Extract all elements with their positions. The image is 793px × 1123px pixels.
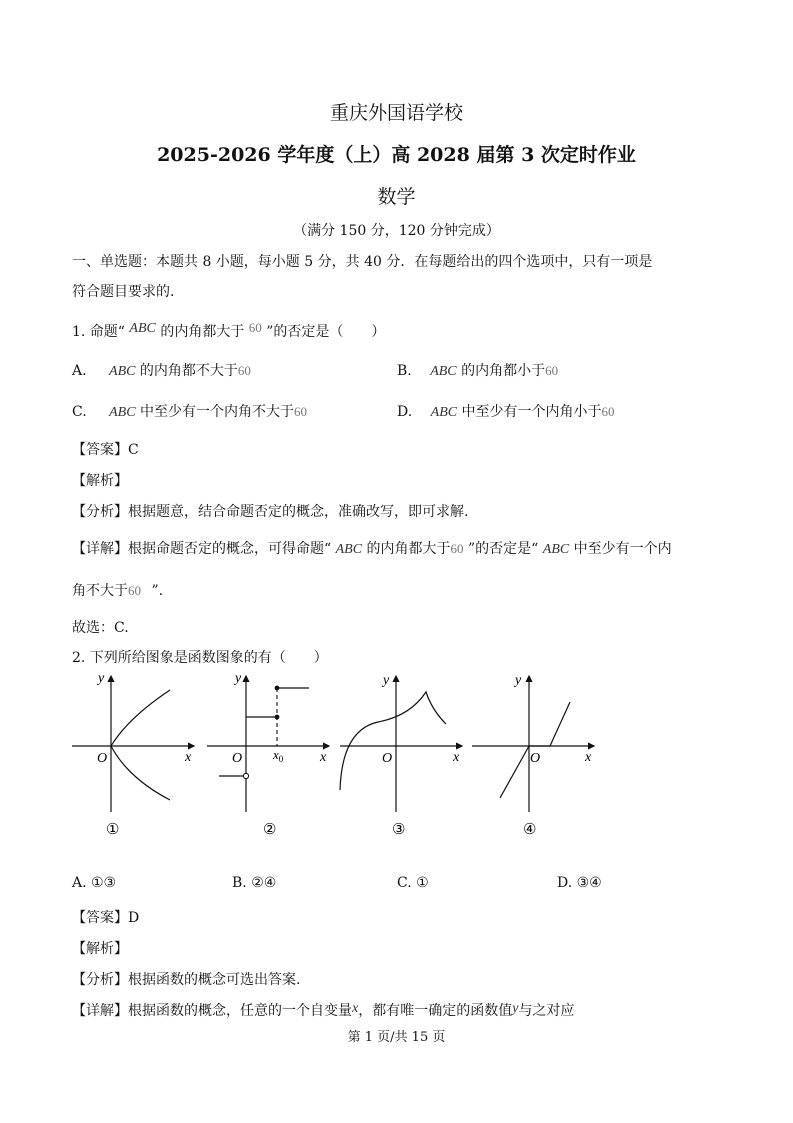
q1-detail-a: 根据命题否定的概念，可得命题“ xyxy=(128,541,332,557)
graph-4-y-label: y xyxy=(515,673,522,688)
q1-answer-value: C xyxy=(128,442,139,458)
subject-title: 数学 xyxy=(377,186,416,208)
q1-answer-tag: 【答案】 xyxy=(72,442,128,458)
q1-stem-suffix: ”的否定是（ ） xyxy=(266,324,386,340)
q1-detail-tag: 【详解】 xyxy=(72,541,128,557)
q1-option-d-num: 60 xyxy=(601,404,615,419)
q1-option-d-abc: ABC xyxy=(430,405,458,420)
graph-2-y-label: y xyxy=(235,671,242,686)
q1-stem-prefix: 1. 命题“ xyxy=(72,324,125,340)
graph-1-x-label: x xyxy=(185,750,192,765)
q2-option-c: C. ① xyxy=(397,875,429,891)
q1-detail-60b: 60 xyxy=(128,583,141,598)
q1-option-a xyxy=(72,360,251,380)
q1-option-b-label: B. xyxy=(397,363,412,379)
q1-option-d-label: D. xyxy=(397,404,413,420)
q2-fenxi-tag: 【分析】 xyxy=(72,972,128,988)
graph-3-y-label: y xyxy=(383,673,390,688)
graph-1-origin: O xyxy=(97,751,108,766)
q1-option-a-num: 60 xyxy=(237,363,251,378)
graph-3-x-label: x xyxy=(453,750,460,765)
q1-detail-b: 的内角都大于 xyxy=(366,541,451,557)
q1-option-b-abc: ABC xyxy=(430,364,457,379)
q1-detail-d: 中至少有一个内 xyxy=(573,541,672,557)
q2-detail-c: 与之对应 xyxy=(518,1003,575,1019)
q2-option-d: D. ③④ xyxy=(557,875,602,891)
q2-fenxi-text: 根据函数的概念可选出答案. xyxy=(128,972,301,988)
school-name: 重庆外国语学校 xyxy=(329,102,463,124)
q1-option-d-text: 中至少有一个内角小于 xyxy=(461,404,602,420)
graph-4-number: ④ xyxy=(523,822,537,838)
q1-option-a-abc: ABC xyxy=(109,364,136,379)
q1-option-c-text: 中至少有一个内角不大于 xyxy=(140,404,295,420)
q1-option-c xyxy=(72,401,307,421)
q1-fenxi xyxy=(72,501,468,521)
q2-fenxi xyxy=(72,969,300,989)
q2-detail-tag: 【详解】 xyxy=(72,1003,128,1019)
q1-detail-abc2: ABC xyxy=(542,542,570,557)
q1-option-c-num: 60 xyxy=(294,404,308,419)
graph-4-line-right xyxy=(550,702,570,746)
q2-analysis-tag: 【解析】 xyxy=(72,941,128,957)
q2-answer-value: D xyxy=(128,910,140,926)
q1-stem-60: 60 xyxy=(248,320,262,335)
q1-stem xyxy=(72,321,385,341)
q1-option-c-label: C. xyxy=(72,404,87,420)
q1-detail-c: ”的否定是“ xyxy=(467,541,539,557)
graph-3-origin: O xyxy=(382,751,393,766)
graph-3-number: ③ xyxy=(392,822,406,838)
graph-3-curve xyxy=(340,692,446,790)
graph-4-line-left xyxy=(500,746,529,798)
q1-option-c-abc: ABC xyxy=(109,405,136,420)
q1-option-a-label: A. xyxy=(72,363,87,379)
q1-detail-e: 角不大于 xyxy=(72,583,128,599)
q1-option-b-num: 60 xyxy=(545,363,559,378)
q1-answer xyxy=(72,439,139,459)
q1-option-b xyxy=(397,360,558,380)
graph-4 xyxy=(470,670,600,845)
graph-3 xyxy=(338,670,468,845)
graph-2 xyxy=(205,670,335,845)
q1-analysis-tag: 【解析】 xyxy=(72,473,128,489)
q1-choose: 故选：C. xyxy=(72,620,129,636)
q2-answer-tag: 【答案】 xyxy=(72,910,128,926)
q1-option-d xyxy=(397,401,615,421)
graph-4-x-label: x xyxy=(585,750,592,765)
q1-detail-f: ”. xyxy=(151,583,164,599)
q2-detail xyxy=(72,1000,574,1020)
graph-1-number: ① xyxy=(106,822,120,838)
q2-option-b: B. ②④ xyxy=(232,875,277,891)
graph-2-x0-main: x xyxy=(273,747,279,762)
graph-2-origin: O xyxy=(232,751,243,766)
exam-title: 2025-2026 学年度（上）高 2028 届第 3 次定时作业 xyxy=(157,144,636,166)
q2-detail-y: y xyxy=(512,1001,519,1016)
q1-detail-line2 xyxy=(72,580,163,600)
q1-option-a-text: 的内角都不大于 xyxy=(139,363,238,379)
q1-detail-line1 xyxy=(72,538,672,558)
q2-detail-b: ，都有唯一确定的函数值 xyxy=(358,1003,513,1019)
q1-fenxi-text: 根据题意，结合命题否定的概念，准确改写，即可求解. xyxy=(128,504,469,520)
q2-stem: 2. 下列所给图象是函数图象的有（ ） xyxy=(72,650,328,666)
section-intro-line1: 一、单选题：本题共 8 小题，每小题 5 分，共 40 分．在每题给出的四个选项中，只有一项是 xyxy=(72,254,653,270)
graph-2-open-point xyxy=(243,773,248,778)
graph-4-origin: O xyxy=(530,751,541,766)
q1-stem-abc: ABC xyxy=(129,321,156,336)
q1-stem-mid: 的内角都大于 xyxy=(160,324,245,340)
q1-option-b-text: 的内角都小于 xyxy=(461,363,546,379)
q1-fenxi-tag: 【分析】 xyxy=(72,504,128,520)
page-footer: 第 1 页/共 15 页 xyxy=(347,1030,446,1045)
graph-2-x0-label xyxy=(272,747,284,764)
q2-detail-a: 根据函数的概念，任意的一个自变量 xyxy=(128,1003,352,1019)
q2-answer xyxy=(72,907,139,927)
q2-option-a: A. ①③ xyxy=(72,875,117,891)
graph-2-x-label: x xyxy=(320,750,327,765)
graph-1-y-label: y xyxy=(98,671,105,686)
graph-2-number: ② xyxy=(263,822,277,838)
exam-note: （满分 150 分，120 分钟完成） xyxy=(293,223,500,239)
q1-detail-abc1: ABC xyxy=(335,542,363,557)
q1-detail-60a: 60 xyxy=(450,541,464,556)
q2-detail-x: x xyxy=(352,1001,359,1016)
section-intro-line2: 符合题目要求的. xyxy=(72,284,175,300)
graph-1-curve xyxy=(111,690,170,800)
graph-1 xyxy=(70,670,200,845)
graph-2-x0-sub: 0 xyxy=(278,754,284,764)
